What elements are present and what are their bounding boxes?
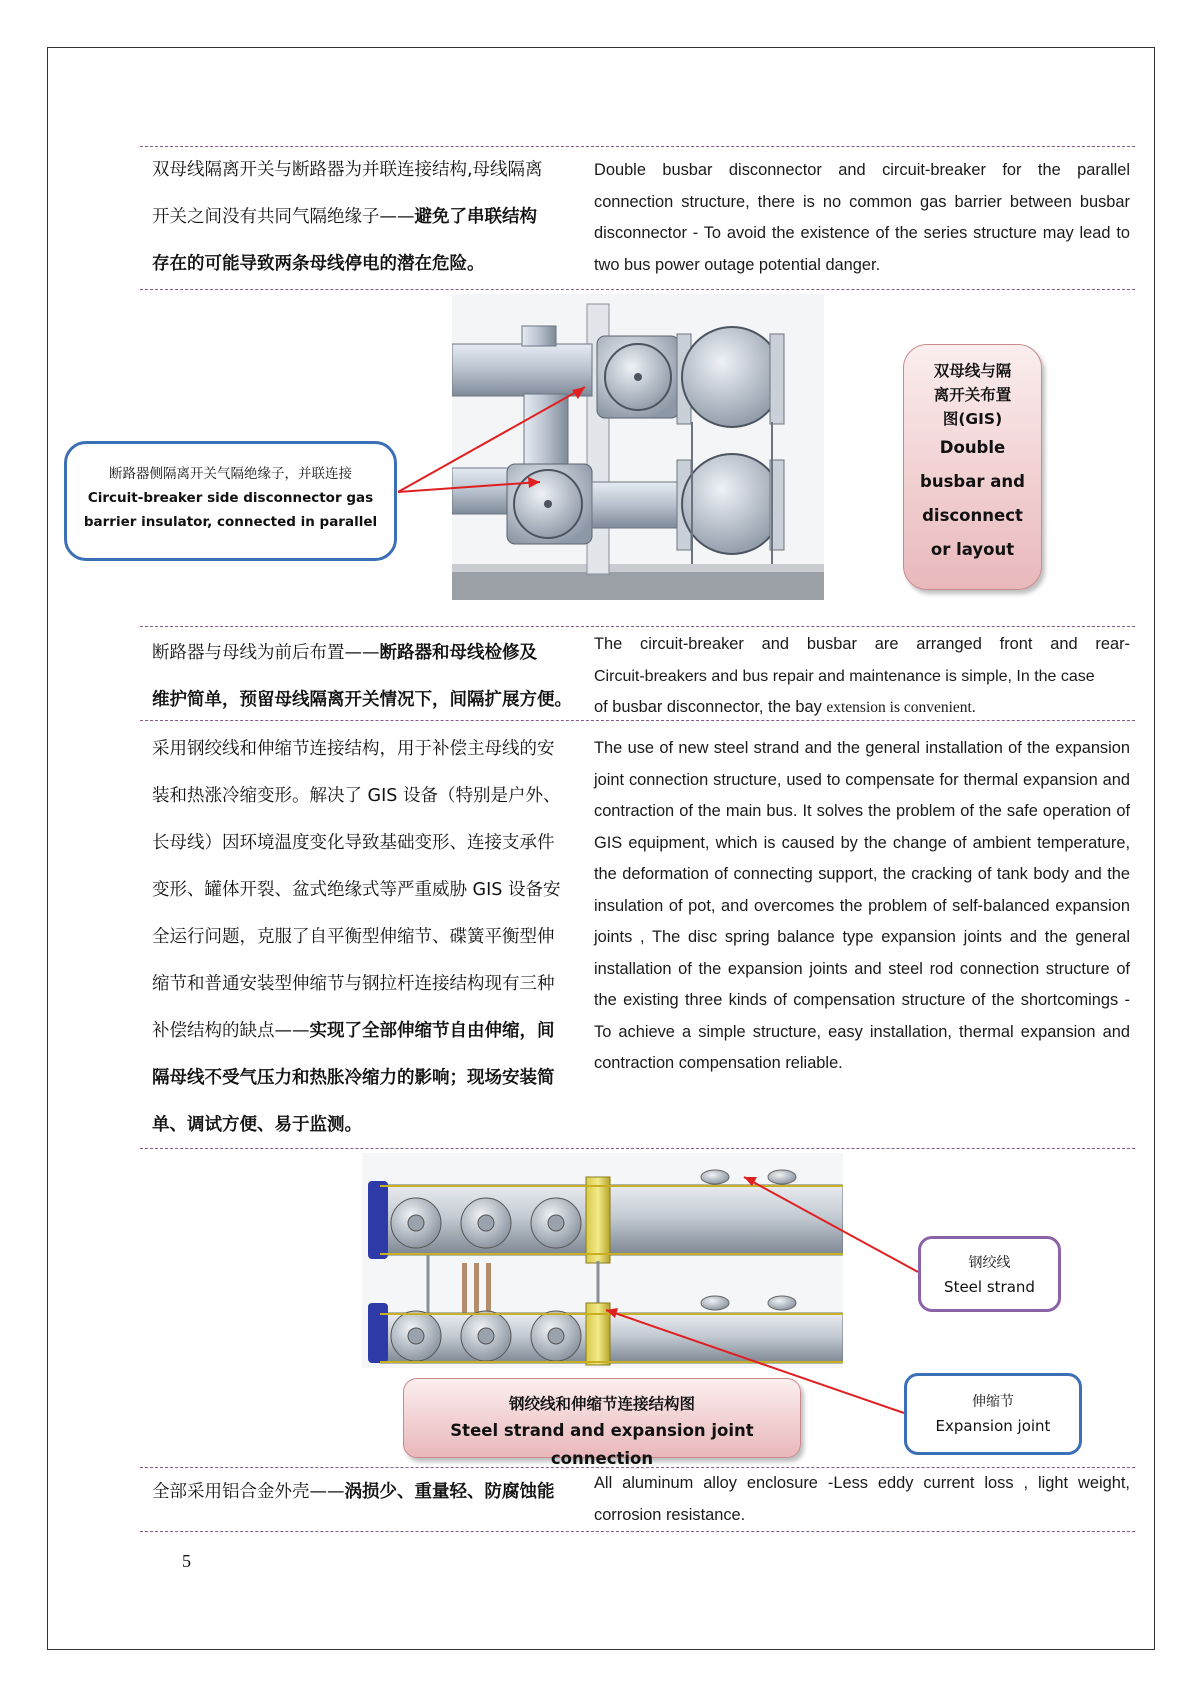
section2-en: The circuit-breaker and busbar are arranged front and rear- Circuit-breakers and bus repair and maintenance is simple, In the case of busbar disconnector, the bay extension is convenient.: [594, 635, 1130, 716]
gis-layout-label: 双母线与隔 离开关布置 图(GIS) Double busbar and disconnect or layout: [903, 344, 1042, 590]
steel-strand-callout: 钢绞线 Steel strand: [918, 1236, 1061, 1312]
section1-en: Double busbar disconnector and circuit-breaker for the parallel connection structure, there is no common gas barrier between busbar disconnector - To avoid the existence of the series structure may lead to two bus power outage potential danger.: [594, 161, 1130, 274]
section4-en: All aluminum alloy enclosure -Less eddy current loss , light weight, corrosion resistance.: [594, 1474, 1130, 1524]
section2-zh: 断路器与母线为前后布置——断路器和母线检修及 维护简单，预留母线隔离开关情况下，间隔扩展方便。: [152, 643, 572, 710]
section3-en: The use of new steel strand and the general installation of the expansion joint connection structure, used to compensate for thermal expansion and contraction of the main bus. It solves the problem of the safe operation of GIS equipment, which is caused by the change of ambient temperature, the deformation of connecting support, the cracking of tank body and the insulation of pot, and overcomes the problem of self-balanced expansion joints , The disc spring balance type expansion joints and the general installation of the expansion joints and steel rod connection structure of the existing three kinds of compensation structure of the shortcomings - To achieve a simple structure, easy installation, thermal expansion and contraction compensation reliable.: [594, 739, 1130, 1072]
section3-zh: 采用钢绞线和伸缩节连接结构，用于补偿主母线的安 装和热涨冷缩变形。解决了 GIS 设备（特别是户外、 长母线）因环境温度变化导致基础变形、连接支承件 变形、罐体开裂、盆式绝缘式等严重威胁 GIS 设备安 全运行问题，克服了自平衡型伸缩节、碟簧平衡型伸 缩节和普通安装型伸缩节与钢拉杆连接结构现有三种 补偿结构的缺点——实现了全部伸缩节自由伸缩，间 隔母线不受气压力和热胀冷缩力的影响；现场安装简 单、调试方便、易于监测。: [152, 739, 561, 1135]
divider: [140, 1531, 1135, 1532]
figure2-caption: 钢绞线和伸缩节连接结构图 Steel strand and expansion joint connection: [403, 1378, 801, 1458]
page-number: 5: [182, 1551, 191, 1571]
expansion-joint-callout: 伸缩节 Expansion joint: [904, 1373, 1082, 1455]
breaker-insulator-callout: 断路器侧隔离开关气隔绝缘子，并联连接 Circuit-breaker side disconnector gas barrier insulator, connected in parallel: [64, 441, 397, 561]
section4-zh: 全部采用铝合金外壳——涡损少、重量轻、防腐蚀能: [152, 1482, 555, 1502]
section1-zh: 双母线隔离开关与断路器为并联连接结构,母线隔离 开关之间没有共同气隔绝缘子——避免了串联结构 存在的可能导致两条母线停电的潜在危险。: [152, 160, 543, 274]
